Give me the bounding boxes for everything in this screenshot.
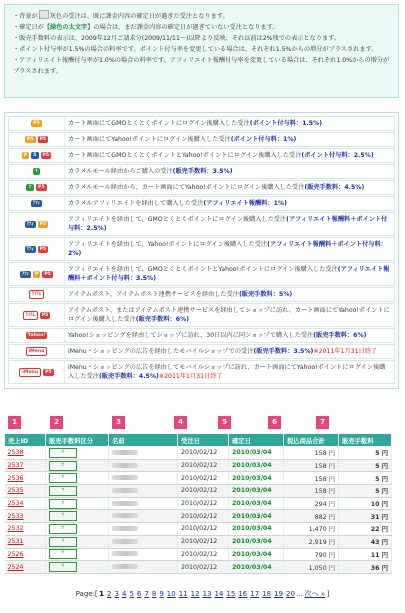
legend-row xyxy=(8,148,395,163)
cell-order-date: 2010/02/12 xyxy=(178,523,229,536)
redacted-name xyxy=(112,564,138,569)
cell-name xyxy=(109,472,178,485)
caramel-mall-badge-icon: ↑ xyxy=(49,448,77,458)
legend-rate: (アフィリエイト報酬料＋ポイント付与料：3.5%) xyxy=(68,266,390,282)
legend-text xyxy=(64,345,394,358)
legend-rate: (ポイント付与料：2.5%) xyxy=(301,152,374,159)
cell-name xyxy=(109,535,178,548)
fee-badge-icon: P5 xyxy=(41,312,49,318)
fee-legend xyxy=(4,112,399,389)
notice-text: ・確定日が【 xyxy=(13,24,51,31)
pager-ellipsis: ... xyxy=(296,590,304,598)
caramel-mall-badge-icon: ↑ xyxy=(49,473,77,483)
table-row xyxy=(5,447,392,460)
fee-badge-icon: iMenu xyxy=(26,347,48,356)
notice-line-1 xyxy=(13,10,390,22)
table-row xyxy=(5,485,392,498)
legend-icons xyxy=(9,166,64,177)
legend-icons xyxy=(9,118,64,129)
cell-order-date: 2010/02/12 xyxy=(178,535,229,548)
pager-link-16[interactable]: 16 xyxy=(238,590,248,598)
cell-confirm-date: 2010/03/04 xyxy=(229,447,284,460)
header-fee[interactable]: 販売手数料 xyxy=(339,434,392,447)
notice-line-4: ・ポイント付与率が1.5%の場合の料率です。ポイント付与率を変更している場合は、それぞれ1.5%からの増分がプラスされます。 xyxy=(13,46,378,53)
legend-text xyxy=(64,117,394,130)
legend-desc: カラメルアフィリエイトを経由して購入した受注 xyxy=(68,200,204,207)
header-sales-id[interactable]: 売上ID xyxy=(5,434,46,447)
orders-table xyxy=(4,433,392,574)
legend-icons xyxy=(9,366,64,379)
fee-badge-icon: P5 xyxy=(33,121,40,126)
cell-order-date: 2010/02/12 xyxy=(178,459,229,472)
redacted-name xyxy=(112,501,138,506)
fee-badge-icon: P5 xyxy=(26,137,34,142)
legend-rate: (ポイント付与料：1%) xyxy=(230,136,297,143)
cell-name xyxy=(109,497,178,510)
pagination xyxy=(0,589,405,599)
pager-link-15[interactable]: 15 xyxy=(226,590,236,598)
legend-desc: アフィリエイトを経由して、Yahoo!ポイントにログイン後購入した受注 xyxy=(68,241,268,248)
legend-text xyxy=(64,149,394,162)
legend-text xyxy=(64,238,394,260)
cell-fee: 5 円 xyxy=(339,472,392,485)
cell-name xyxy=(109,523,178,536)
cell-sales-id xyxy=(5,561,46,574)
cell-sales-id xyxy=(5,497,46,510)
legend-desc: アフィリエイトを経由して、GMOとくとくポイントとYahoo!ポイントにログイン後購入した受注 xyxy=(68,266,338,273)
legend-desc: iMenu・ショッピングの広告を経由したモバイルショップでの受注 xyxy=(68,348,254,355)
fee-badge-icon: P xyxy=(23,153,28,158)
cell-name xyxy=(109,447,178,460)
cell-total: 1,470 円 xyxy=(284,523,339,536)
pager-link-3[interactable]: 3 xyxy=(114,590,119,598)
redacted-name xyxy=(112,513,138,518)
fee-badge-icon: P5 xyxy=(39,221,47,227)
legend-text xyxy=(64,213,394,235)
pager-next[interactable]: 次へ » xyxy=(304,590,326,598)
cell-confirm-date: 2010/03/04 xyxy=(229,510,284,523)
header-confirm-date[interactable]: 確定日 xyxy=(229,434,284,447)
cell-fee-type xyxy=(46,561,109,574)
cell-name xyxy=(109,459,178,472)
legend-rate: (販売手数料：6%) xyxy=(135,316,190,323)
legend-row xyxy=(8,287,395,302)
sales-id-link[interactable]: 2537 xyxy=(7,462,24,470)
legend-ended-note: ※2011年1月31日終了 xyxy=(158,373,223,380)
notice-line-5: ・アフィリエイト報酬付与率が1.0%の場合の料率です。アフィリエイト報酬付与率を変更している場合は、それぞれ1.0%からの増分がプラスされます。 xyxy=(13,57,390,75)
cell-fee: 43 円 xyxy=(339,535,392,548)
column-marker-2: 2 xyxy=(50,416,63,429)
cell-name xyxy=(109,548,178,561)
legend-text xyxy=(64,165,394,178)
notice-highlight: 緑色の太文字 xyxy=(50,24,88,31)
sales-id-link[interactable]: 2531 xyxy=(7,538,24,546)
cell-confirm-date: 2010/03/04 xyxy=(229,497,284,510)
legend-rate: (ポイント付与料：1.5%) xyxy=(249,120,323,127)
cell-total: 158 円 xyxy=(284,485,339,498)
cell-sales-id xyxy=(5,472,46,485)
cell-fee: 22 円 xyxy=(339,523,392,536)
pager-link-6[interactable]: 6 xyxy=(136,590,142,598)
notice-text: ・背景が xyxy=(13,13,38,20)
cell-total: 158 円 xyxy=(284,472,339,485)
legend-text xyxy=(64,181,394,194)
cell-sales-id xyxy=(5,447,46,460)
fee-badge-icon: Yahoo! xyxy=(27,333,46,338)
header-order-date[interactable]: 受注日 xyxy=(178,434,229,447)
column-marker-4: 4 xyxy=(174,416,187,429)
fee-badge-icon: ｱｲﾃﾑ xyxy=(29,290,44,299)
redacted-name xyxy=(112,526,138,531)
sales-id-link[interactable]: 2532 xyxy=(7,525,24,533)
pager-link-9[interactable]: 9 xyxy=(159,590,164,598)
fee-badge-icon: P5 xyxy=(38,185,45,190)
legend-icons xyxy=(9,330,64,341)
table-row xyxy=(5,561,392,574)
column-marker-6: 6 xyxy=(268,416,281,429)
cell-fee-type xyxy=(46,447,109,460)
table-row xyxy=(5,510,392,523)
pager-link-8[interactable]: 8 xyxy=(151,590,157,598)
cell-name xyxy=(109,485,178,498)
cell-sales-id xyxy=(5,459,46,472)
cell-fee-type xyxy=(46,485,109,498)
header-total[interactable]: 税込商品合計 xyxy=(284,434,339,447)
cell-fee-type xyxy=(46,497,109,510)
legend-icons xyxy=(9,219,64,230)
cell-confirm-date: 2010/03/04 xyxy=(229,548,284,561)
legend-row xyxy=(8,344,395,359)
fee-badge-icon: P5 xyxy=(39,246,47,252)
legend-desc: アイテムポスト、またはアイテムポスト連携サービスを経由してショップに訪れ、カート画面にてYahoo!ポイントにログイン後購入した受注 xyxy=(68,307,390,323)
legend-row xyxy=(8,262,395,286)
legend-icons xyxy=(9,309,64,322)
cell-confirm-date: 2010/03/04 xyxy=(229,485,284,498)
notice-box xyxy=(4,4,399,98)
cell-sales-id xyxy=(5,485,46,498)
sales-id-link[interactable]: 2524 xyxy=(7,563,24,571)
cell-confirm-date: 2010/03/04 xyxy=(229,561,284,574)
legend-desc: カラメルモール経由からご購入の受注 xyxy=(68,168,173,175)
table-row xyxy=(5,523,392,536)
header-name[interactable]: 名前 xyxy=(109,434,178,447)
cell-fee: 31 円 xyxy=(339,510,392,523)
cell-name xyxy=(109,561,178,574)
legend-rate: (販売手数料：5%) xyxy=(238,291,293,298)
fee-badge-icon: ｱﾌｨ xyxy=(22,271,29,277)
legend-desc: iMenu・ショッピングの広告を経由してモバイルショップに訪れ、カート画面にてYahoo!ポイントにログイン後購入した受注 xyxy=(68,364,386,380)
redacted-name xyxy=(112,539,138,544)
cell-fee-type xyxy=(46,472,109,485)
cell-fee: 10 円 xyxy=(339,497,392,510)
cell-fee: 5 円 xyxy=(339,447,392,460)
cell-total: 158 円 xyxy=(284,447,339,460)
cell-order-date: 2010/02/12 xyxy=(178,497,229,510)
legend-icons xyxy=(9,345,64,358)
legend-text xyxy=(64,197,394,210)
legend-rate: (販売手数料：4.5%) xyxy=(98,373,159,380)
pager-link-11[interactable]: 11 xyxy=(178,590,188,598)
legend-text xyxy=(64,288,394,301)
legend-rate: (アフィリエイト報酬料：1%) xyxy=(203,200,287,207)
cell-order-date: 2010/02/12 xyxy=(178,561,229,574)
sales-id-link[interactable]: 2526 xyxy=(7,550,24,558)
redacted-name xyxy=(112,488,138,493)
pager-link-20[interactable]: 20 xyxy=(286,590,295,598)
sales-id-link[interactable]: 2535 xyxy=(7,487,24,495)
caramel-mall-badge-icon: ↑ xyxy=(49,499,77,509)
fee-badge-icon: P5 xyxy=(42,153,50,158)
pager-link-10[interactable]: 10 xyxy=(166,590,176,598)
legend-icons xyxy=(9,134,64,145)
cell-total: 790 円 xyxy=(284,548,339,561)
notice-text: 】の場合は、まだ課金内容の確定日が過ぎていない受注となります。 xyxy=(87,24,279,31)
cell-fee-type xyxy=(46,510,109,523)
pager-link-19[interactable]: 19 xyxy=(274,590,284,598)
notice-text: 灰色の受注は、既に課金内容の確定日が過ぎた受注となります。 xyxy=(49,13,229,20)
table-row xyxy=(5,535,392,548)
fee-badge-icon: iMenu xyxy=(19,368,41,377)
pager-link-17[interactable]: 17 xyxy=(250,590,260,598)
redacted-name xyxy=(112,551,138,556)
cell-order-date: 2010/02/12 xyxy=(178,447,229,460)
pager-link-5[interactable]: 5 xyxy=(129,590,134,598)
legend-row xyxy=(8,328,395,343)
cell-sales-id xyxy=(5,535,46,548)
legend-row xyxy=(8,132,395,147)
legend-icons xyxy=(9,269,64,280)
fee-badge-icon: 5 xyxy=(33,153,37,158)
legend-desc: アイテムポスト、アイテムポスト連携サービスを経由した受注 xyxy=(68,291,239,298)
legend-text xyxy=(64,263,394,285)
column-marker-7: 7 xyxy=(316,416,329,429)
table-row xyxy=(5,459,392,472)
notice-line-2 xyxy=(13,22,390,33)
caramel-mall-badge-icon: ↑ xyxy=(49,562,77,572)
fee-badge-icon: ↑ xyxy=(34,169,39,174)
legend-rate: (アフィリエイト報酬料＋ポイント付与料：2%) xyxy=(68,241,387,257)
cell-fee: 5 円 xyxy=(339,459,392,472)
legend-desc: アフィリエイトを経由して、GMOとくとくポイントにログイン後購入した受注 xyxy=(68,216,287,223)
cell-name xyxy=(109,510,178,523)
cell-fee: 11 円 xyxy=(339,548,392,561)
cell-total: 882 円 xyxy=(284,510,339,523)
legend-icons xyxy=(9,244,64,255)
fee-badge-icon: ↑ xyxy=(28,185,33,190)
cell-total: 1,050 円 xyxy=(284,561,339,574)
gray-swatch-icon xyxy=(39,10,49,19)
pager-link-7[interactable]: 7 xyxy=(144,590,149,598)
cell-fee: 5 円 xyxy=(339,485,392,498)
caramel-mall-badge-icon: ↑ xyxy=(49,461,77,471)
pager-link-12[interactable]: 12 xyxy=(190,590,200,598)
cell-order-date: 2010/02/12 xyxy=(178,548,229,561)
sales-id-link[interactable]: 2538 xyxy=(7,449,24,457)
pager-current: 1 xyxy=(99,590,105,598)
legend-rate: (販売手数料：4.5%) xyxy=(304,184,365,191)
sales-id-link[interactable]: 2534 xyxy=(7,500,24,508)
pager-close: ] xyxy=(326,590,330,598)
legend-desc: カート画面にてGMOとくとくポイントにログイン後購入した受注 xyxy=(68,120,250,127)
legend-row xyxy=(8,164,395,179)
legend-rate: (販売手数料：6%) xyxy=(313,332,367,339)
legend-desc: カート画面にてGMOとくとくポイントとYahoo!ポイントにログイン後購入した受注 xyxy=(68,152,302,159)
legend-desc: カラメルモール経由から、カート画面にてYahoo!ポイントにログイン後購入した受注 xyxy=(68,184,305,191)
legend-icons xyxy=(9,288,64,301)
cell-fee-type xyxy=(46,548,109,561)
sales-id-link[interactable]: 2536 xyxy=(7,474,24,482)
legend-rate: (販売手数料：3.5%) xyxy=(253,348,314,355)
cell-fee-type xyxy=(46,459,109,472)
pager-link-18[interactable]: 18 xyxy=(262,590,272,598)
table-row xyxy=(5,497,392,510)
pager-link-14[interactable]: 14 xyxy=(214,590,224,598)
legend-icons xyxy=(9,150,64,161)
legend-rate: (アフィリエイト報酬料＋ポイント付与料：2.5%) xyxy=(68,216,388,232)
notice-line-3: ・販売手数料の表示は、2009年12月ご請求分(2009/11/11〜)以降より反映、それ以前は2%残での表示となります。 xyxy=(13,35,341,42)
fee-badge-icon: P5 xyxy=(44,271,51,277)
table-header-row xyxy=(5,434,392,447)
legend-row xyxy=(8,360,395,384)
fee-badge-icon: P xyxy=(34,271,39,277)
table-row xyxy=(5,548,392,561)
cell-confirm-date: 2010/03/04 xyxy=(229,459,284,472)
cell-fee-type xyxy=(46,523,109,536)
cell-sales-id xyxy=(5,510,46,523)
caramel-mall-badge-icon: ↑ xyxy=(49,486,77,496)
caramel-mall-badge-icon: ↑ xyxy=(49,537,77,547)
pager-label: Page:[ xyxy=(75,590,98,598)
cell-total: 2,919 円 xyxy=(284,535,339,548)
legend-ended-note: ※2011年1月31日終了 xyxy=(313,348,378,355)
legend-desc: Yahoo!ショッピングを経由してショップに訪れ、30日以内に同ショップで購入した受注 xyxy=(68,332,314,339)
cell-confirm-date: 2010/03/04 xyxy=(229,535,284,548)
cell-confirm-date: 2010/03/04 xyxy=(229,523,284,536)
redacted-name xyxy=(112,463,138,468)
column-marker-5: 5 xyxy=(218,416,231,429)
legend-icons xyxy=(9,182,64,193)
caramel-mall-badge-icon: ↑ xyxy=(49,549,77,559)
legend-desc: カート画面にてYahoo!ポイントにログイン後購入した受注 xyxy=(68,136,231,143)
legend-row xyxy=(8,180,395,195)
fee-badge-icon: ｱﾌｨ xyxy=(33,201,40,206)
fee-badge-icon: ｱﾌｨ xyxy=(26,221,34,227)
cell-order-date: 2010/02/12 xyxy=(178,472,229,485)
column-marker-1: 1 xyxy=(8,416,21,429)
legend-row xyxy=(8,116,395,131)
legend-row xyxy=(8,196,395,211)
legend-text xyxy=(64,304,394,326)
legend-row xyxy=(8,303,395,327)
cell-sales-id xyxy=(5,523,46,536)
legend-text xyxy=(64,361,394,383)
caramel-mall-badge-icon: ↑ xyxy=(49,511,77,521)
cell-order-date: 2010/02/12 xyxy=(178,485,229,498)
cell-total: 158 円 xyxy=(284,459,339,472)
cell-confirm-date: 2010/03/04 xyxy=(229,472,284,485)
header-fee-type[interactable]: 販売手数料区分 xyxy=(46,434,109,447)
cell-sales-id xyxy=(5,548,46,561)
legend-row xyxy=(8,212,395,236)
pager-link-2[interactable]: 2 xyxy=(107,590,112,598)
column-marker-3: 3 xyxy=(112,416,125,429)
fee-badge-icon: P5 xyxy=(39,137,47,142)
legend-text xyxy=(64,133,394,146)
legend-icons xyxy=(9,198,64,209)
cell-fee-type xyxy=(46,535,109,548)
cell-order-date: 2010/02/12 xyxy=(178,510,229,523)
sales-id-link[interactable]: 2533 xyxy=(7,512,24,520)
redacted-name xyxy=(112,450,138,455)
caramel-mall-badge-icon: ↑ xyxy=(49,524,77,534)
fee-badge-icon: ｱｲﾃﾑ xyxy=(23,311,38,320)
fee-badge-icon: ｱﾌｨ xyxy=(26,246,34,252)
cell-total: 294 円 xyxy=(284,497,339,510)
pager-link-13[interactable]: 13 xyxy=(202,590,212,598)
legend-rate: (販売手数料：3.5%) xyxy=(172,168,233,175)
table-row xyxy=(5,472,392,485)
pager-link-4[interactable]: 4 xyxy=(121,590,127,598)
cell-fee: 36 円 xyxy=(339,561,392,574)
legend-row xyxy=(8,237,395,261)
redacted-name xyxy=(112,475,138,480)
fee-badge-icon: P5 xyxy=(45,369,52,375)
column-number-markers xyxy=(0,416,405,430)
legend-text xyxy=(64,329,394,342)
